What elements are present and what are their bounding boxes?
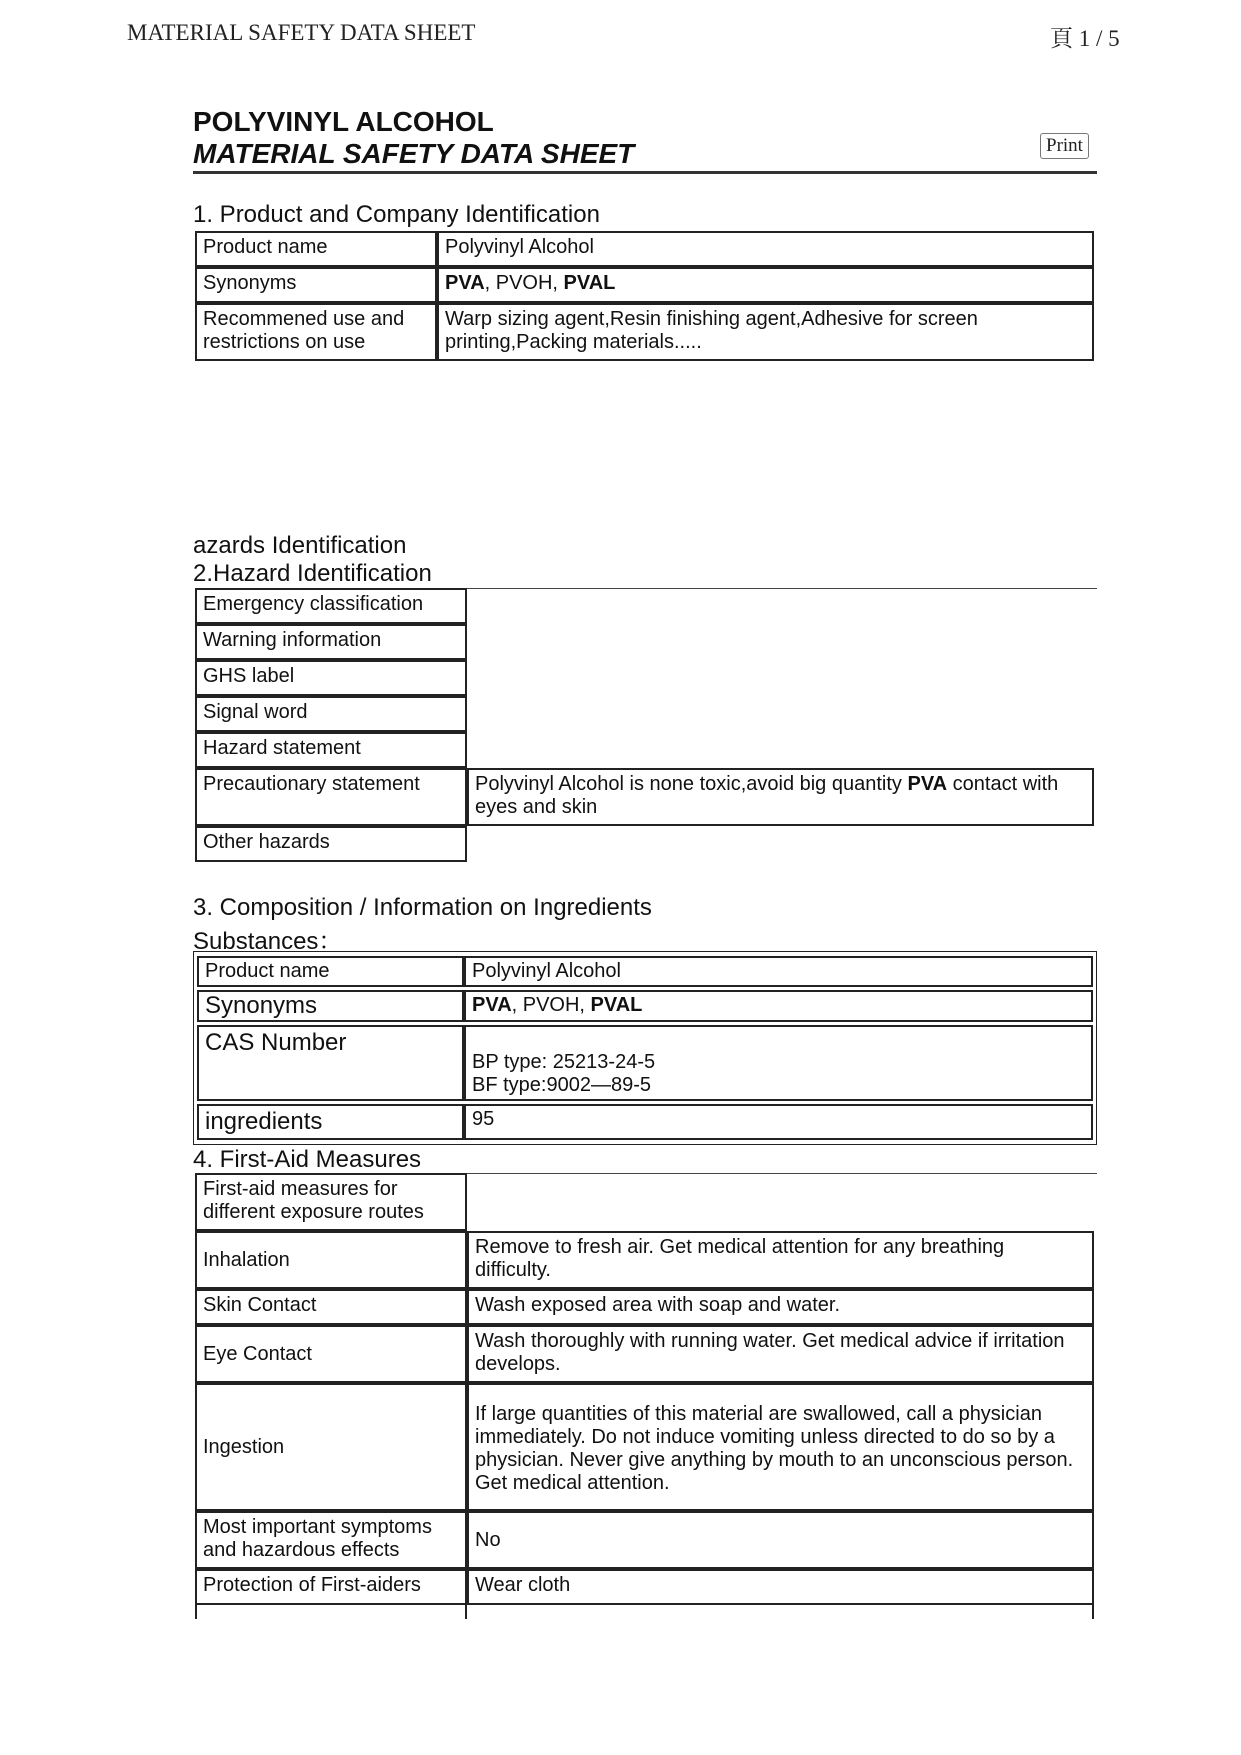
s2-label-warning-information: Warning information (195, 624, 467, 660)
s3-label-synonyms: Synonyms (197, 990, 464, 1022)
s4-value-protection-first-aiders: Wear cloth (467, 1569, 1094, 1605)
section-4-heading: 4. First-Aid Measures (193, 1146, 422, 1173)
s4-label-inhalation: Inhalation (195, 1231, 467, 1289)
s4-value-skin-contact: Wash exposed area with soap and water. (467, 1289, 1094, 1325)
page-number: 頁 1 / 5 (1050, 26, 1120, 51)
s4-value-inhalation: Remove to fresh air. Get medical attention for any breathing difficulty. (467, 1231, 1094, 1289)
s2-label-hazard-statement: Hazard statement (195, 732, 467, 768)
s3-label-cas-number: CAS Number (197, 1025, 464, 1101)
s4-label-eye-contact: Eye Contact (195, 1325, 467, 1383)
s4-label-skin-contact: Skin Contact (195, 1289, 467, 1325)
s3-value-synonyms: PVA, PVOH, PVAL (464, 990, 1093, 1022)
s4-label-ingestion: Ingestion (195, 1383, 467, 1511)
s3-label-product-name: Product name (197, 956, 464, 987)
section-3-subheading: Substances： (193, 928, 343, 955)
s1-value-synonyms: PVA, PVOH, PVAL (437, 267, 1094, 303)
section-3-heading: 3. Composition / Information on Ingredients (193, 894, 652, 921)
s4-value-ingestion: If large quantities of this material are swallowed, call a physician immediately. Do not induce vomiting unless directed to do so by a physician. Never give anything by mouth to an unconscious person. Get medical attention. (467, 1383, 1094, 1511)
s4-value-eye-contact: Wash thoroughly with running water. Get medical advice if irritation develops. (467, 1325, 1094, 1383)
table-continuation-right (1092, 1605, 1094, 1619)
s4-value-symptoms: No (467, 1511, 1094, 1569)
s1-label-product-name: Product name (195, 231, 437, 267)
s3-value-ingredients: 95 (464, 1104, 1093, 1140)
s4-label-protection-first-aiders: Protection of First-aiders (195, 1569, 467, 1605)
s1-label-recommended-use: Recommened use and restrictions on use (195, 303, 437, 361)
s4-label-exposure-routes: First-aid measures for different exposure routes (195, 1173, 467, 1231)
s2-label-signal-word: Signal word (195, 696, 467, 732)
s3-value-product-name: Polyvinyl Alcohol (464, 956, 1093, 987)
table-continuation-left (195, 1605, 197, 1619)
s1-value-recommended-use: Warp sizing agent,Resin finishing agent,Adhesive for screen printing,Packing materials..... (437, 303, 1094, 361)
s4-label-symptoms: Most important symptoms and hazardous effects (195, 1511, 467, 1569)
s1-label-synonyms: Synonyms (195, 267, 437, 303)
s2-label-other-hazards: Other hazards (195, 826, 467, 862)
table-continuation-mid (465, 1605, 467, 1619)
s4-top-rule (467, 1173, 1097, 1174)
s1-value-product-name: Polyvinyl Alcohol (437, 231, 1094, 267)
print-button[interactable]: Print (1040, 133, 1089, 159)
product-title: POLYVINYL ALCOHOL (193, 106, 494, 137)
page-header-title: MATERIAL SAFETY DATA SHEET (127, 20, 476, 45)
section-2-pre-heading: azards Identification (193, 532, 407, 559)
title-rule (193, 171, 1097, 174)
document-title: MATERIAL SAFETY DATA SHEET (193, 138, 635, 169)
section-2-heading: 2.Hazard Identification (193, 560, 432, 587)
s2-value-precautionary-statement: Polyvinyl Alcohol is none toxic,avoid big quantity PVA contact with eyes and skin (467, 768, 1094, 826)
section-1-heading: 1. Product and Company Identification (193, 201, 600, 228)
s2-label-emergency-classification: Emergency classification (195, 588, 467, 624)
s3-value-cas-number: BP type: 25213-24-5 BF type:9002—89-5 (464, 1025, 1093, 1101)
s2-label-ghs-label: GHS label (195, 660, 467, 696)
s2-top-rule (467, 588, 1097, 589)
s3-label-ingredients: ingredients (197, 1104, 464, 1140)
s2-label-precautionary-statement: Precautionary statement (195, 768, 467, 826)
